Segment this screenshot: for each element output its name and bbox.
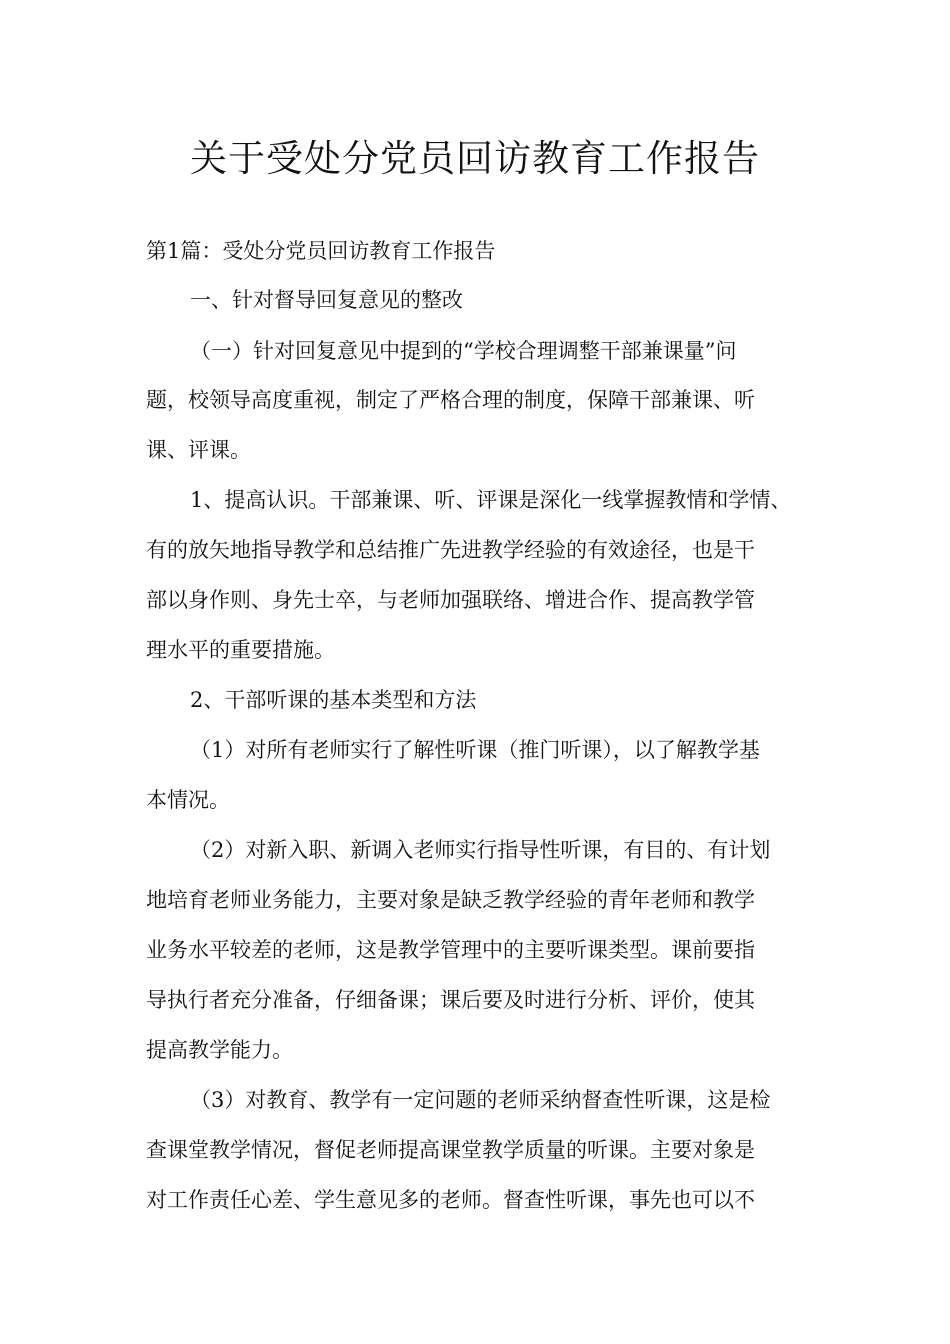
paragraph-line: 题，校领导高度重视，制定了严格合理的制度，保障干部兼课、听 [146,388,755,412]
paragraph-line: 业务水平较差的老师，这是教学管理中的主要听课类型。课前要指 [146,938,755,962]
paragraph-line: 部以身作则、身先士卒，与老师加强联络、增进合作、提高教学管 [146,588,755,612]
paragraph-line: 提高教学能力。 [146,1038,293,1062]
paragraph-line: （2）对新入职、新调入老师实行指导性听课，有目的、有计划 [190,838,771,862]
paragraph-line: 查课堂教学情况，督促老师提高课堂教学质量的听课。主要对象是 [146,1138,755,1162]
document-title: 关于受处分党员回访教育工作报告 [190,137,760,180]
paragraph-line: （一）针对回复意见中提到的“学校合理调整干部兼课量”问 [190,339,737,363]
paragraph-line: 第1篇：受处分党员回访教育工作报告 [146,239,496,263]
paragraph-line: （3）对教育、教学有一定问题的老师采纳督查性听课，这是检 [190,1088,771,1112]
paragraph-line: 对工作责任心差、学生意见多的老师。督查性听课，事先也可以不 [146,1188,755,1212]
paragraph-line: 一、针对督导回复意见的整改 [190,288,463,312]
paragraph-line: 地培育老师业务能力，主要对象是缺乏教学经验的青年老师和教学 [146,888,755,912]
paragraph-line: 理水平的重要措施。 [146,638,335,662]
paragraph-line: 导执行者充分准备，仔细备课；课后要及时进行分析、评价，使其 [146,988,755,1012]
paragraph-line: 有的放矢地指导教学和总结推广先进教学经验的有效途径，也是干 [146,538,755,562]
paragraph-line: 2、干部听课的基本类型和方法 [190,688,477,712]
paragraph-line: 1、提高认识。干部兼课、听、评课是深化一线掌握教情和学情、 [190,488,792,512]
paragraph-line: （1）对所有老师实行了解性听课（推门听课），以了解教学基 [190,738,760,762]
paragraph-line: 本情况。 [146,788,230,812]
paragraph-line: 课、评课。 [146,438,251,462]
